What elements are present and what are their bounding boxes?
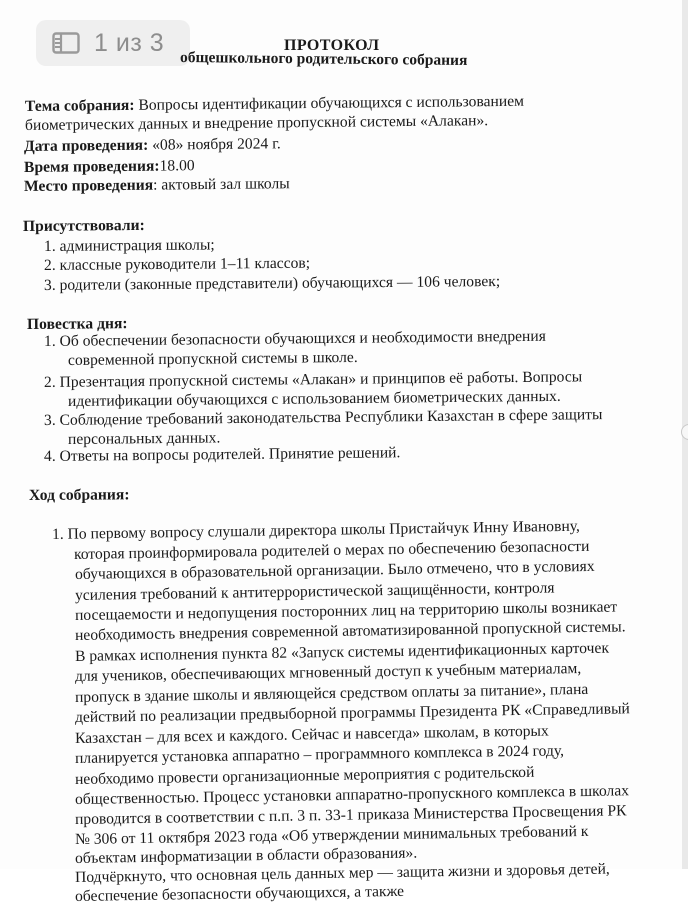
- agenda-line: современной пропускной системы в школе.: [67, 348, 358, 369]
- proceedings-line: объектам информатизации в области образования».: [74, 844, 418, 867]
- attended-item: 2. классные руководители 1–11 классов;: [43, 254, 311, 274]
- attended-item: 3. родители (законные представители) обучающихся — 106 человек;: [43, 273, 501, 294]
- agenda-line: персональных данных.: [67, 429, 221, 448]
- time-line: [24, 157, 195, 177]
- proceedings-line: 1. По первому вопросу слушали директора школы Пристайчук Инну Ивановну,: [51, 517, 580, 543]
- proceedings-line: общественностью. Процесс установки аппаратно-пропускного комплекса в школах: [74, 782, 630, 808]
- proceedings-line: № 306 от 11 октября 2023 года «Об утверждении минимальных требований к: [74, 822, 589, 848]
- topic-label: Тема собрания:: [24, 96, 135, 115]
- proceedings-line: В рамках исполнения пункта 82 «Запуск системы идентификационных карточек: [74, 639, 610, 665]
- proceedings-line: необходимость внедрения современной автоматизированной пропускной системы.: [74, 618, 626, 644]
- date-value: «08» ноября 2024 г.: [152, 135, 281, 154]
- page-counter-text: 1 из 3: [94, 28, 165, 57]
- proceedings-heading: Ход собрания:: [28, 486, 130, 504]
- proceedings-line: пропуск в здание школы и являющейся средством оплаты за питание», плана: [74, 680, 589, 706]
- proceedings-line: обучающихся в образовательной организации. Было отмечено, что в условиях: [74, 557, 595, 583]
- proceedings-line: обеспечение безопасности обучающихся, а также: [74, 882, 405, 905]
- time-value: 18.00: [159, 157, 195, 175]
- agenda-line: 2. Презентация пропускной системы «Алакан» и принципов её работы. Вопросы: [43, 368, 583, 391]
- date-line: [24, 135, 281, 156]
- document-title: ПРОТОКОЛ: [284, 37, 380, 54]
- proceedings-line: необходимо провести организационные мероприятия с родительской: [74, 763, 535, 788]
- place-value: : актовый зал школы: [153, 175, 290, 194]
- proceedings-line: для учеников, обеспечивающих мгновенный доступ к учебным материалам,: [74, 660, 582, 685]
- proceedings-line: посещаемости и недопущения посторонних лиц на территорию школы возникает: [74, 598, 618, 624]
- proceedings-line: действий по реализации предвыборной программы Президента РК «Справедливый: [74, 700, 630, 726]
- agenda-heading: Повестка дня:: [26, 315, 128, 333]
- agenda-line: идентификации обучающихся с использованием биометрических данных.: [67, 387, 561, 410]
- agenda-line: 3. Соблюдение требований законодательства Республики Казахстан в сфере защиты: [43, 406, 603, 429]
- attended-heading: Присутствовали:: [22, 216, 145, 235]
- date-label: Дата проведения:: [23, 136, 149, 155]
- agenda-line: 1. Об обеспечении безопасности обучающихся и необходимости внедрения: [43, 327, 546, 350]
- proceedings-line: Казахстан – для всех и каждого. Сейчас и навсегда» школам, в которых: [74, 722, 549, 747]
- document-subtitle: общешкольного родительского собрания: [179, 49, 468, 70]
- attended-item: 1. администрация школы;: [43, 236, 215, 255]
- proceedings-line: планируется установка аппаратно – программного комплекса в 2024 году,: [74, 742, 565, 767]
- topic-line-2: биометрических данных и внедрение пропускной системы «Алакан».: [24, 112, 489, 134]
- place-label: Место проведения: [23, 176, 154, 195]
- proceedings-line: усиления требований к антитеррористической защищённости, контроля: [74, 579, 555, 604]
- topic-text: Вопросы идентификации обучающихся с использованием: [138, 92, 525, 114]
- agenda-line: 4. Ответы на вопросы родителей. Принятие решений.: [43, 444, 401, 465]
- time-label: Время проведения:: [23, 157, 160, 176]
- proceedings-line: проводится в соответствии с п.п. 3 п. 33-1 приказа Министерства Просвещения РК: [74, 802, 627, 828]
- proceedings-line: Подчёркнуто, что основная цель данных мер — защита жизни и здоровья детей,: [74, 860, 610, 886]
- proceedings-line: которая проинформировала родителей о мерах по обеспечению безопасности: [73, 537, 590, 563]
- gallery-icon: [52, 32, 80, 54]
- page-counter: [36, 20, 190, 66]
- place-line: [24, 175, 290, 196]
